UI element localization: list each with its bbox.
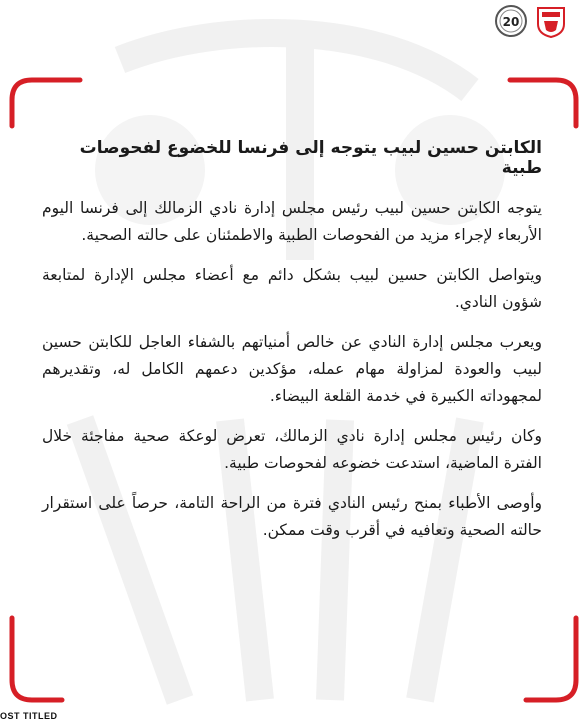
article-body (42, 195, 542, 557)
club-logos (494, 4, 568, 38)
footer-stamp: OST TITLED (0, 711, 58, 721)
zamalek-club-crest-icon (534, 4, 568, 38)
anniversary-wreath-logo-icon (494, 4, 528, 38)
article-paragraph: ويعرب مجلس إدارة النادي عن خالص أمنياتهم بالشفاء العاجل للكابتن حسين لبيب والعودة لمزاولة مهام عمله، مؤكدين دعمهم الكامل له، وتقديرهم لمجهوداته الكبيرة في خدمة القلعة البيضاء. (42, 333, 542, 405)
news-headline: الكابتن حسين لبيب يتوجه إلى فرنسا للخضوع لفحوصات طبية (79, 138, 542, 178)
article-paragraph: يتوجه الكابتن حسين لبيب رئيس مجلس إدارة نادي الزمالك إلى فرنسا اليوم الأربعاء لإجراء مزيد من الفحوصات الطبية والاطمئنان على حالته الصحية. (42, 199, 542, 244)
article-paragraph: وكان رئيس مجلس إدارة نادي الزمالك، تعرض لوعكة صحية مفاجئة خلال الفترة الماضية، استدعت خضوعه لفحوصات طبية. (42, 427, 542, 472)
article-paragraph: ويتواصل الكابتن حسين لبيب بشكل دائم مع أعضاء مجلس الإدارة لمتابعة شؤون النادي. (42, 266, 542, 311)
article-paragraph: وأوصى الأطباء بمنح رئيس النادي فترة من الراحة التامة، حرصاً على استقرار حالته الصحية وتعافيه في أقرب وقت ممكن. (42, 494, 542, 539)
anniversary-number: 20 (502, 15, 520, 29)
